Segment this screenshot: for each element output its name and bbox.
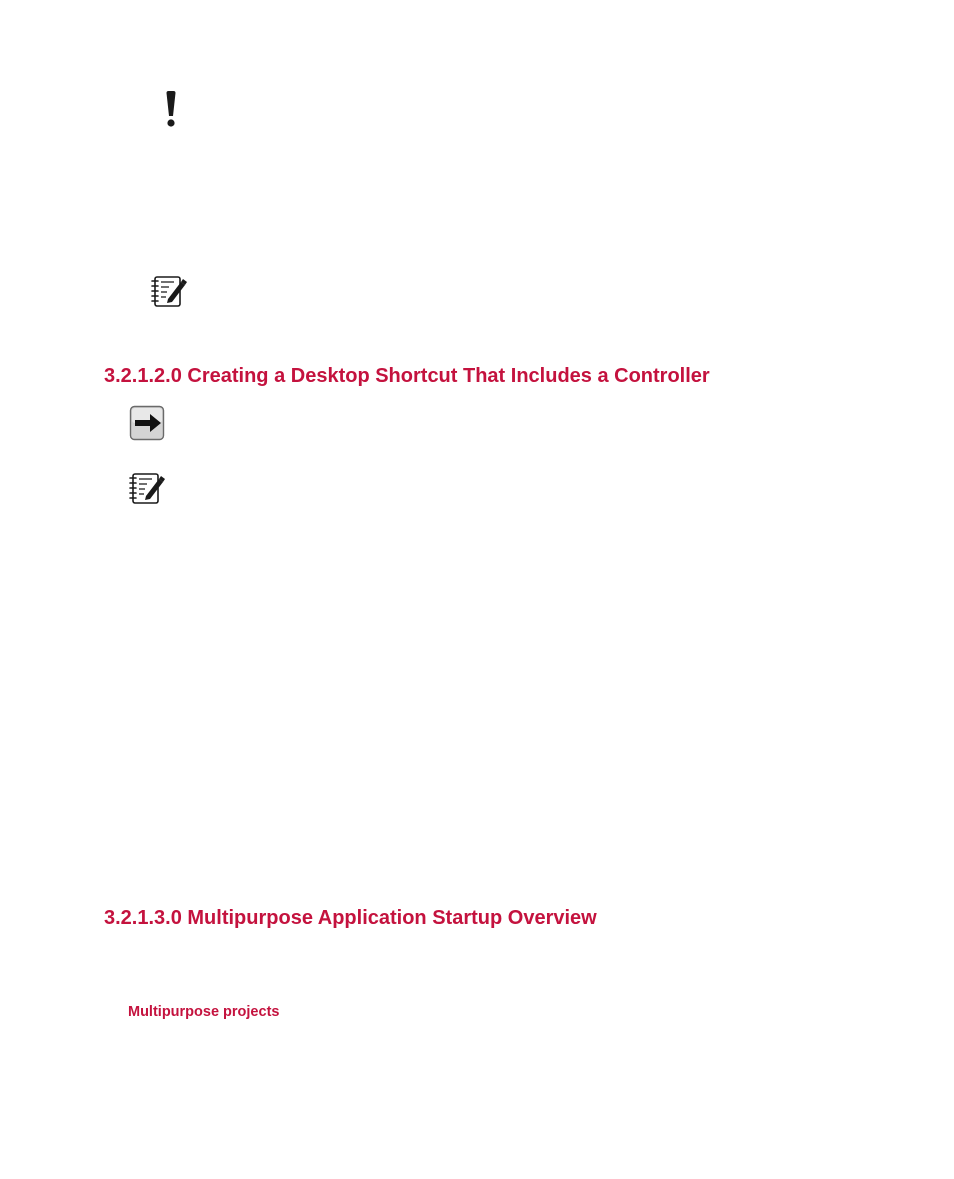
note-notepad-icon — [149, 272, 187, 310]
caution-exclamation-icon — [156, 88, 186, 132]
note-notepad-icon — [127, 469, 165, 507]
section-heading-desktop-shortcut: 3.2.1.2.0 Creating a Desktop Shortcut That Includes a Controller — [104, 365, 710, 387]
subheading-multipurpose-projects: Multipurpose projects — [128, 1004, 280, 1020]
step-arrow-icon — [129, 405, 165, 441]
section-heading-startup-overview: 3.2.1.3.0 Multipurpose Application Startup Overview — [104, 907, 597, 929]
